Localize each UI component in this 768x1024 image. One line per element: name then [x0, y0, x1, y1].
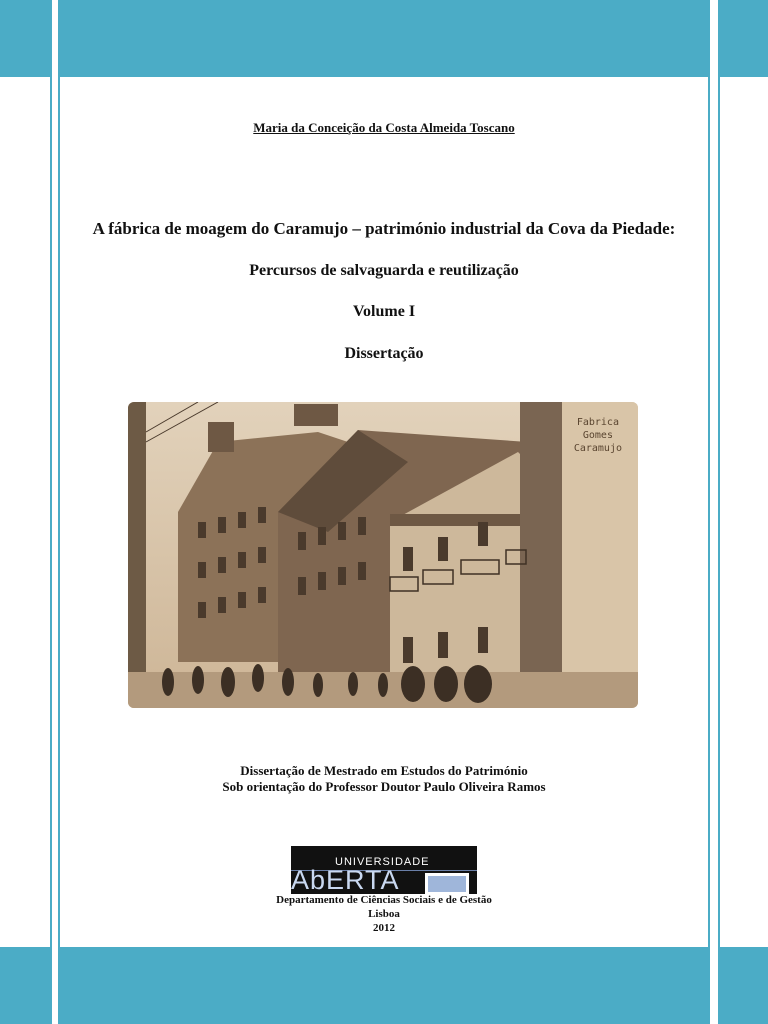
photo-caption-line-1: Fabrica [576, 417, 619, 428]
factory-photo-image [128, 402, 638, 708]
advisor-line: Sob orientação do Professor Doutor Paulo Oliveira Ramos [222, 779, 546, 794]
university-logo [291, 846, 477, 894]
document-type: Dissertação [344, 345, 424, 362]
photo-caption-line-2: Gomes [582, 430, 613, 441]
degree-line: Dissertação de Mestrado em Estudos do Património [240, 763, 528, 778]
city-line: Lisboa [368, 908, 400, 920]
footer-band-left [0, 947, 50, 1024]
logo-box-icon [425, 873, 469, 895]
logo-top-text: UNIVERSIDADE [335, 856, 430, 868]
frame-line-right-outer [718, 0, 720, 1024]
year-line: 2012 [373, 922, 395, 934]
factory-photo [128, 402, 638, 708]
author-name: Maria da Conceição da Costa Almeida Toscano [253, 120, 515, 135]
photo-caption-line-3: Caramujo [573, 443, 622, 454]
logo-main-text: AbERTA [291, 865, 400, 895]
frame-line-right-inner [708, 0, 710, 1024]
frame-line-left-outer [50, 0, 52, 1024]
volume-label: Volume I [352, 303, 416, 320]
thesis-title: A fábrica de moagem do Caramujo – património industrial da Cova da Piedade: [92, 219, 676, 238]
frame-line-left-inner [58, 0, 60, 1024]
department-line: Departamento de Ciências Sociais e de Gestão [276, 894, 492, 906]
footer-band-right [720, 947, 768, 1024]
header-band-right [720, 0, 768, 77]
header-band [60, 0, 708, 77]
footer-band [60, 947, 708, 1024]
header-band-left [0, 0, 50, 77]
photo-caption [574, 416, 622, 455]
thesis-subtitle: Percursos de salvaguarda e reutilização [249, 262, 519, 279]
